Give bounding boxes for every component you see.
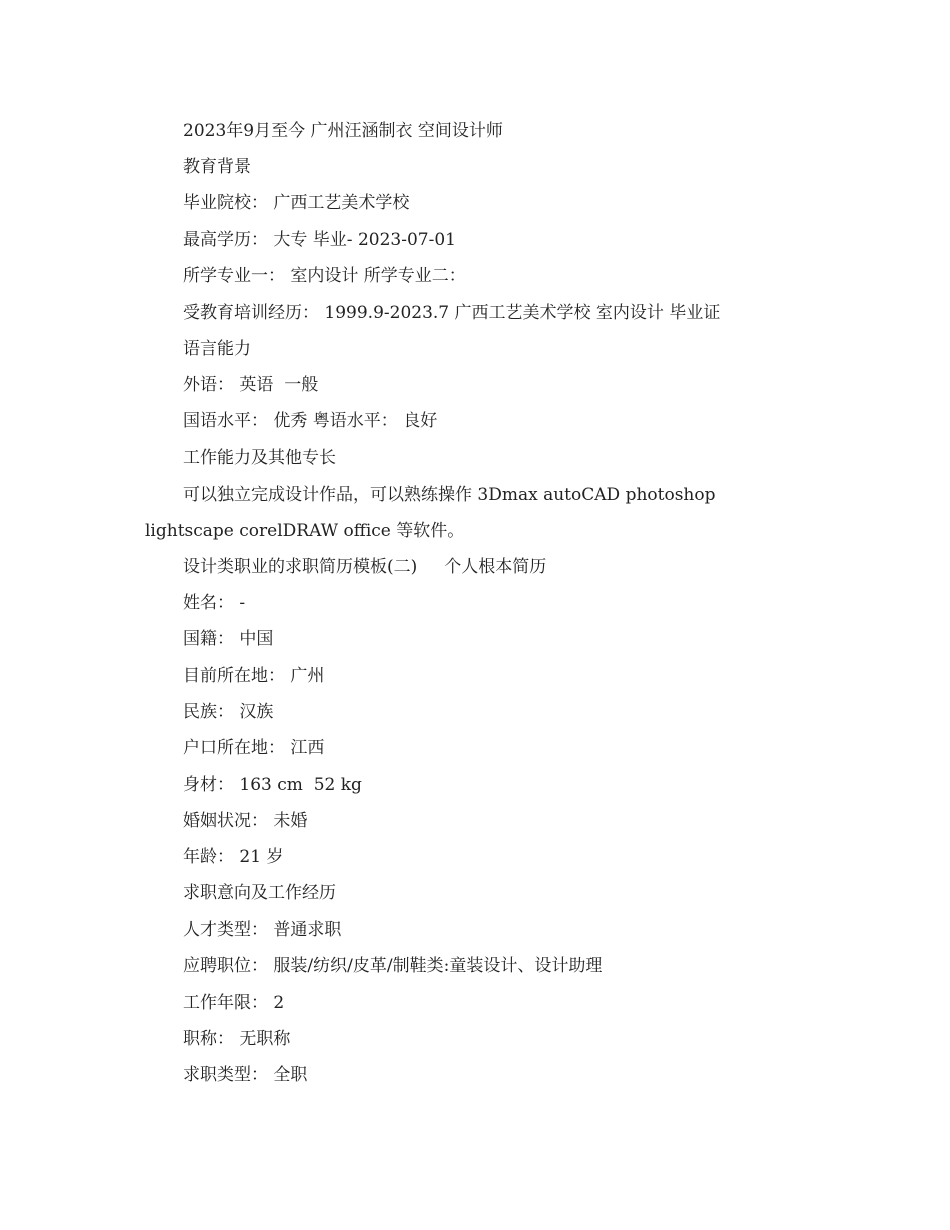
heading-language: 语言能力: [183, 339, 251, 359]
text-line-marital-status: 婚姻状况： 未婚: [183, 811, 308, 831]
text-line-major: 所学专业一： 室内设计 所学专业二：: [183, 266, 466, 286]
text-line-training: 受教育培训经历： 1999.9-2023.7 广西工艺美术学校 室内设计 毕业证: [183, 303, 721, 323]
heading-resume-template: 设计类职业的求职简历模板(二) 个人根本简历: [183, 557, 547, 577]
text-line-work-period: 2023年9月至今 广州汪涵制衣 空间设计师: [183, 121, 503, 141]
text-line-degree: 最高学历： 大专 毕业- 2023-07-01: [183, 230, 456, 250]
text-line-ethnicity: 民族： 汉族: [183, 702, 274, 722]
heading-education: 教育背景: [183, 157, 251, 177]
text-line-talent-type: 人才类型： 普通求职: [183, 920, 342, 940]
text-line-skills-continued: lightscape corelDRAW office 等软件。: [145, 521, 465, 541]
text-line-foreign-language: 外语： 英语 一般: [183, 375, 319, 395]
text-line-title: 职称： 无职称: [183, 1029, 291, 1049]
text-line-hukou: 户口所在地： 江西: [183, 738, 325, 758]
text-line-mandarin-cantonese: 国语水平： 优秀 粤语水平： 良好: [183, 411, 438, 431]
text-line-age: 年龄： 21 岁: [183, 847, 284, 867]
text-line-current-location: 目前所在地： 广州: [183, 666, 325, 686]
heading-job-intention: 求职意向及工作经历: [183, 883, 336, 903]
text-line-position: 应聘职位： 服装/纺织/皮革/制鞋类:童装设计、设计助理: [183, 956, 603, 976]
text-line-years: 工作年限： 2: [183, 993, 285, 1013]
text-line-body: 身材： 163 cm 52 kg: [183, 775, 362, 795]
text-line-skills: 可以独立完成设计作品，可以熟练操作 3Dmax autoCAD photoshop: [183, 485, 716, 505]
heading-skills: 工作能力及其他专长: [183, 448, 336, 468]
text-line-name: 姓名： -: [183, 593, 246, 613]
text-line-nationality: 国籍： 中国: [183, 629, 274, 649]
text-line-school: 毕业院校： 广西工艺美术学校: [183, 193, 410, 213]
text-line-job-type: 求职类型： 全职: [183, 1065, 308, 1085]
